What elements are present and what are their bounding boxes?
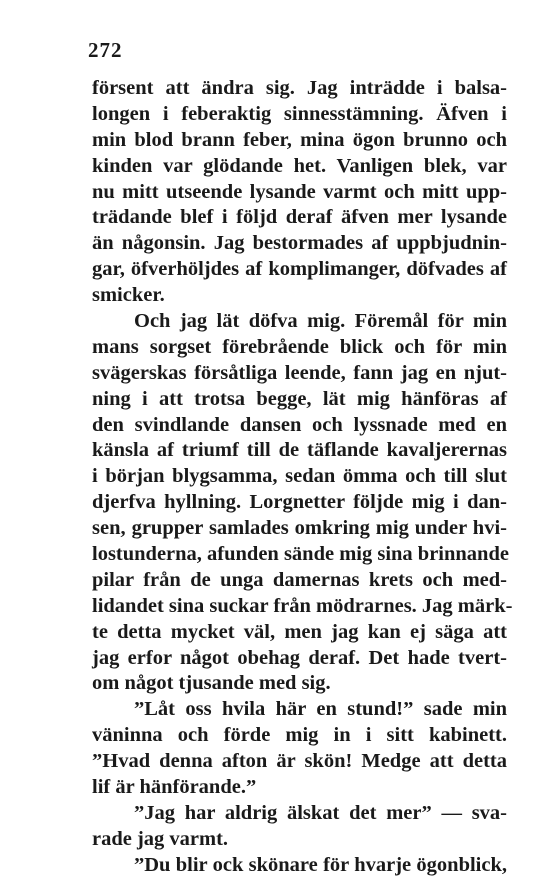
text-line: rade jag varmt. [92, 827, 229, 850]
text-line: sen, grupper samlades omkring mig under hvi- [92, 517, 507, 540]
text-line: lif är hänförande.” [92, 776, 257, 799]
text-line: lostunderna, afunden sände mig sina brinnande [92, 543, 509, 566]
text-line: djerfva hyllning. Lorgnetter följde mig i dan- [92, 491, 507, 514]
text-line: Och jag lät döfva mig. Föremål för min [134, 310, 507, 333]
text-line: min blod brann feber, mina ögon brunno och [92, 128, 507, 151]
text-line: gar, öfverhöljdes af komplimanger, döfvades af [92, 258, 507, 281]
page-number: 272 [88, 38, 123, 62]
text-line: lidandet sina suckar från mödrarnes. Jag märk- [92, 594, 513, 617]
text-line: i början blygsamma, sedan ömma och till slut [92, 465, 507, 488]
text-line: ”Jag har aldrig älskat det mer” — sva- [134, 801, 507, 824]
text-line: mans sorgset förebrående blick och för min [92, 335, 507, 358]
text-line: kinden var glödande het. Vanligen blek, var [92, 154, 507, 177]
text-line: än någonsin. Jag bestormades af uppbjudnin- [92, 232, 507, 255]
text-line: väninna och förde mig in i sitt kabinett. [92, 724, 507, 747]
text-line: pilar från de unga damernas krets och med- [92, 568, 507, 591]
text-line: ”Låt oss hvila här en stund!” sade min [134, 698, 507, 721]
text-line: ning i att trotsa begge, lät mig hänföras af [92, 387, 507, 410]
text-line: smicker. [92, 284, 165, 307]
text-line: ”Du blir ock skönare för hvarje ögonblick, [134, 853, 507, 876]
text-line: ”Hvad denna afton är skön! Medge att detta [92, 750, 507, 773]
text-line: jag erfor något obehag deraf. Det hade tvert- [92, 646, 507, 669]
text-line: svägerskas försåtliga leende, fann jag en njut- [92, 361, 507, 384]
text-line: longen i feberaktig sinnesstämning. Äfven i [92, 102, 507, 125]
text-line: känsla af triumf till de täflande kavaljerernas [92, 439, 507, 462]
text-line: te detta mycket väl, men jag kan ej säga att [92, 620, 507, 643]
text-line: den svindlande dansen och lyssnade med en [92, 413, 507, 436]
text-line: nu mitt utseende lysande varmt och mitt upp- [92, 180, 507, 203]
text-line: försent att ändra sig. Jag inträdde i balsa- [92, 77, 507, 99]
body-text [92, 76, 513, 879]
text-line: trädande blef i följd deraf äfven mer lysande [92, 206, 507, 229]
text-line: om något tjusande med sig. [92, 672, 331, 695]
